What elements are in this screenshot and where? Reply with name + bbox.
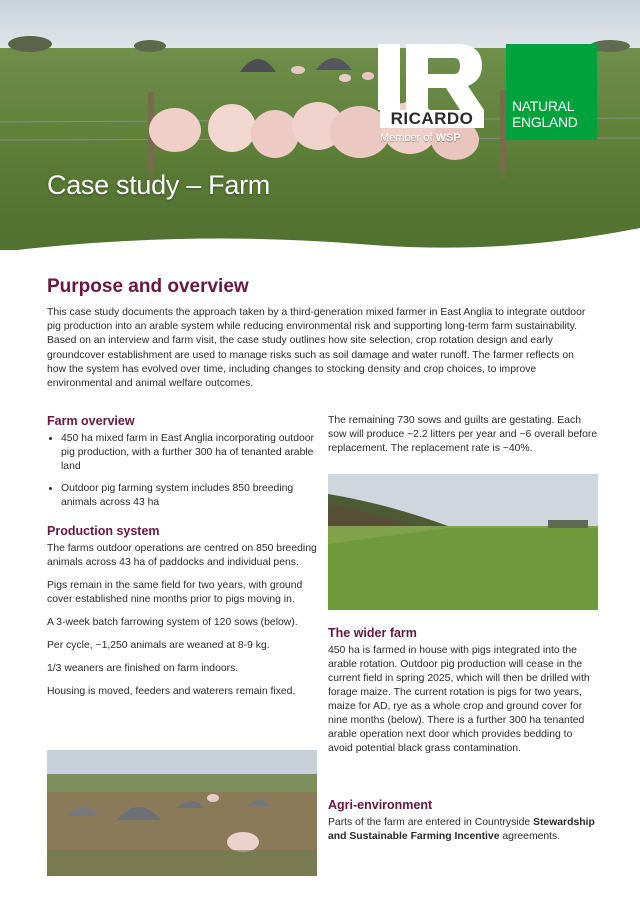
production-paragraph: Housing is moved, feeders and waterers remain fixed. [47,686,296,697]
list-item: • 450 ha mixed farm in East Anglia incorporating outdoor pig production, with a further 300 ha of tenanted arable land [61,432,319,474]
hero-wave-divider [0,200,640,260]
purpose-text: This case study documents the approach taken by a third-generation mixed farmer in East Anglia to integrate outdoor pig production into an arable system while reducing environmental risk and supporting long-term farm sustainability. Based on an interview and farm visit, the case study outlines how site selection, crop rotation design and early groundcover establishment are used to manage risks such as soil damage and water runoff. The farmer reflects on how the system has evolved over time, including changes to stocking density and crop choices, to improve environmental and animal welfare outcomes. [47,307,586,390]
wider-farm-text: 450 ha is farmed in house with pigs integrated into the arable rotation. Outdoor pig production will cease in the current field in spring 2025, which will then be drilled with forage maize. The current rotation is pigs for two years, maize for AD, rye as a whole crop and ground cover for nine months (below). There is a further 300 ha tenanted arable operation next door which provides bedding to avoid potential black grass contamination. [328,645,590,754]
purpose-heading: Purpose and overview [47,276,249,297]
agri-environment-heading: Agri-environment [328,798,433,812]
natural-england-wordmark: NATURAL ENGLAND [512,98,578,130]
ricardo-r-mark-icon [378,44,485,110]
production-paragraph: 1/3 weaners are finished on farm indoors. [47,663,239,674]
agri-environment-text: Parts of the farm are entered in Countryside Stewardship and Sustainable Farming Incentive agreements. [328,817,595,842]
ricardo-wordmark: RICARDO [380,110,484,128]
production-paragraph: Per cycle, ~1,250 animals are weaned at 8-9 kg. [47,640,270,651]
production-paragraph: The farms outdoor operations are centred on 850 breeding animals across 43 ha of paddocks and individual pens. [47,543,317,568]
production-paragraph: A 3-week batch farrowing system of 120 sows (below). [47,617,298,628]
production-paragraph: Pigs remain in the same field for two years, with ground cover established nine months prior to pigs moving in. [47,580,303,605]
page-title: Case study – Farm [47,170,270,200]
wider-farm-section [328,626,600,765]
farm-overview-list [47,432,319,510]
member-of-wsp: Member of WSP [380,132,461,144]
left-column [47,414,319,708]
list-item: • Outdoor pig farming system includes 850 breeding animals across 43 ha [61,482,319,510]
wider-farm-heading: The wider farm [328,626,417,640]
gestation-paragraph: The remaining 730 sows and guilts are gestating. Each sow will produce ~2.2 litters per year and ~6 overall before replacement. The replacement rate is ~40%. [328,415,598,454]
farrowing-huts-photo [47,750,317,876]
agri-environment-section [328,798,600,853]
right-column [328,414,600,465]
ricardo-logo [378,44,490,144]
natural-england-logo [506,44,597,140]
field-ground-cover-photo [328,474,598,610]
production-heading: Production system [47,524,160,538]
farm-overview-heading: Farm overview [47,414,135,428]
